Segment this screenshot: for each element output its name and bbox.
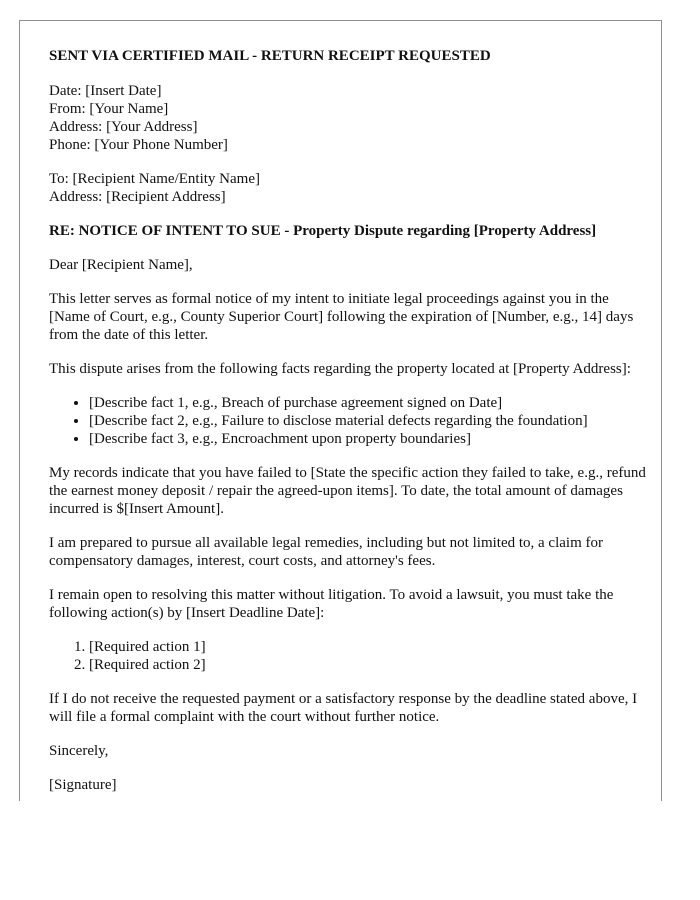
paragraph-facts-intro: This dispute arises from the following facts regarding the property located at [Property Address]: — [49, 361, 631, 377]
list-item: • [Describe fact 2, e.g., Failure to disclose material defects regarding the foundation] — [89, 412, 649, 430]
paragraph-intent: This letter serves as formal notice of my intent to initiate legal proceedings against you in the [Name of Court, e.g., County Superior Court] following the expiration of [Number, e.g., 14] days from the date of this letter. — [49, 291, 634, 343]
list-item: • [Describe fact 1, e.g., Breach of purchase agreement signed on Date] — [89, 394, 649, 412]
actions-list — [49, 638, 649, 674]
closing: Sincerely, — [49, 743, 109, 759]
letter-body — [49, 47, 649, 801]
list-item: 2. [Required action 2] — [89, 656, 649, 674]
recipient-address: Address: [Recipient Address] — [49, 189, 226, 205]
paragraph-resolve: I remain open to resolving this matter without litigation. To avoid a lawsuit, you must take the following action(s) by [Insert Deadline Date]: — [49, 587, 614, 621]
mail-heading: SENT VIA CERTIFIED MAIL - RETURN RECEIPT REQUESTED — [49, 48, 491, 64]
recipient-name: To: [Recipient Name/Entity Name] — [49, 171, 260, 187]
facts-list — [49, 394, 649, 448]
salutation: Dear [Recipient Name], — [49, 257, 193, 273]
paragraph-deadline: If I do not receive the requested payment or a satisfactory response by the deadline stated above, I will file a formal complaint with the court without further notice. — [49, 691, 638, 725]
list-item: • [Describe fact 3, e.g., Encroachment upon property boundaries] — [89, 430, 649, 448]
recipient-block — [49, 170, 649, 206]
paragraph-records: My records indicate that you have failed to [State the specific action they failed to take, e.g., refund the earnest money deposit / repair the agreed-upon items]. To date, the total amount of damages incurred is $[Insert Amount]. — [49, 465, 646, 517]
sender-address: Address: [Your Address] — [49, 119, 198, 135]
subject-line: RE: NOTICE OF INTENT TO SUE - Property Dispute regarding [Property Address] — [49, 223, 597, 239]
sender-phone: Phone: [Your Phone Number] — [49, 137, 228, 153]
list-item: 1. [Required action 1] — [89, 638, 649, 656]
sender-date: Date: [Insert Date] — [49, 83, 162, 99]
sender-block — [49, 82, 649, 154]
letter-page — [19, 20, 662, 801]
signature-placeholder: [Signature] — [49, 777, 117, 793]
paragraph-remedies: I am prepared to pursue all available legal remedies, including but not limited to, a claim for compensatory damages, interest, court costs, and attorney's fees. — [49, 535, 603, 569]
sender-name: From: [Your Name] — [49, 101, 169, 117]
